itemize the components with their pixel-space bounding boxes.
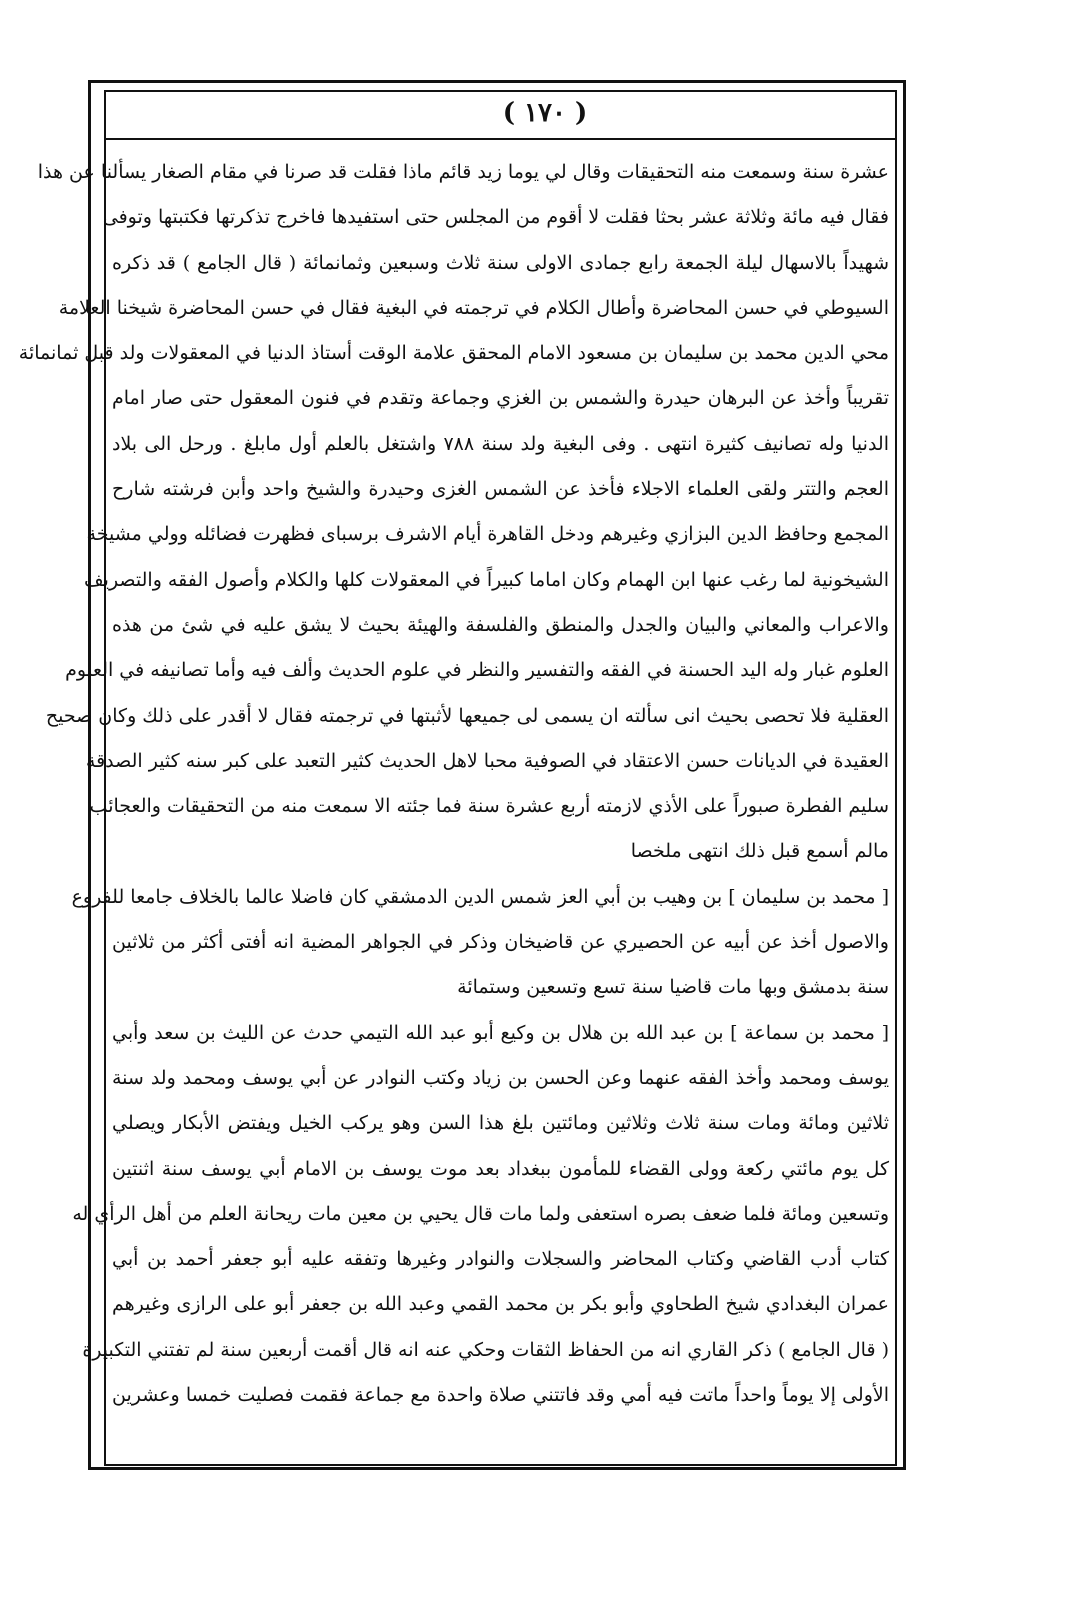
text-line: الأولى إلا يوماً واحداً ماتت فيه أمي وقد فاتتني صلاة واحدة مع جماعة فقمت فصليت خمسا وعشرين	[112, 1384, 889, 1407]
text-line: مالم أسمع قبل ذلك انتهى ملخصا	[630, 840, 889, 863]
text-line: السيوطي في حسن المحاضرة وأطال الكلام في ترجمته في البغية فقال في حسن المحاضرة شيخنا العلامة	[58, 296, 889, 319]
text-line: فقال فيه مائة وثلاثة عشر بحثا فقلت لا أقوم من المجلس حتى استفيدها فاخرج تذكرتها فكتبتها وتوفى	[102, 206, 889, 229]
text-line: عمران البغدادي شيخ الطحاوي وأبو بكر بن محمد القمي وعبد الله بن جعفر أبو على الرازى وغيرهم	[112, 1293, 889, 1316]
text-line: الشيخونية لما رغب عنها ابن الهمام وكان اماما كبيراً في المعقولات كلها والكلام وأصول الفقه والتصريف	[83, 568, 889, 591]
text-body	[18, 150, 889, 1418]
text-line: كل يوم مائتي ركعة وولى القضاء للمأمون ببغداد بعد موت يوسف بن الامام أبي يوسف سنة اثنتين	[112, 1157, 889, 1180]
text-line: المجمع وحافظ الدين البزازي وغيرهم ودخل القاهرة أيام الاشرف برسباى فظهرت فضائله وولي مشيخة	[86, 523, 889, 546]
text-line: عشرة سنة وسمعت منه التحقيقات وقال لي يوما زيد قائم ماذا فقلت قد صرنا في مقام الصغار يسألنا عن هذا	[37, 161, 889, 183]
text-line: العجم والتتر ولقى العلماء الاجلاء فأخذ عن الشمس الغزى وحيدرة والشيخ واحد وأبن فرشته شارح	[112, 478, 889, 501]
text-line: يوسف ومحمد وأخذ الفقه عنهما وعن الحسن بن زياد وكتب النوادر عن أبي يوسف ومحمد ولد سنة	[112, 1066, 889, 1089]
text-line: الدنيا وله تصانيف كثيرة انتهى . وفى البغية ولد سنة ٧٨٨ واشتغل بالعلم أول مابلغ . ورحل الى بلاد	[112, 432, 889, 455]
header-divider	[104, 138, 897, 140]
text-line: وتسعين ومائة فلما ضعف بصره استعفى ولما مات قال يحيي بن معين مات ريحانة العلم من أهل الرأي له	[72, 1202, 889, 1225]
text-line: كتاب أدب القاضي وكتاب المحاضر والسجلات والنوادر وغيرها وتفقه عليه أبو جعفر أحمد بن أبي	[112, 1248, 889, 1271]
text-line: ثلاثين ومائة ومات سنة ثلاث وثلاثين ومائتين بلغ هذا السن وهو يركب الخيل ويفتض الأبكار ويصلي	[112, 1112, 889, 1135]
text-line: العلوم غبار وله اليد الحسنة في الفقه والتفسير والنظر في علوم الحديث وألف فيه وأما تصانيفه في العلوم	[65, 659, 889, 682]
text-line: العقيدة في الديانات حسن الاعتقاد في الصوفية محبا لاهل الحديث كثير التعبد على كبر سنه كثير الصدقة	[85, 749, 889, 772]
page-number: ( ١٧٠ )	[502, 98, 588, 128]
text-line: والاعراب والمعاني والبيان والجدل والمنطق والفلسفة والهيئة بحيث لا يشق عليه في شئ من هذه	[112, 613, 889, 636]
text-line: ( قال الجامع ) ذكر القاري انه من الحفاظ الثقات وحكي عنه انه قال أقمت أربعين سنة لم تفتني التكبيرة	[82, 1338, 889, 1361]
text-line: سنة بدمشق وبها مات قاضيا سنة تسع وتسعين وستمائة	[457, 976, 889, 999]
text-line: [ محمد بن سماعة ] بن عبد الله بن هلال بن وكيع أبو عبد الله التيمي حدث عن الليث بن سعد وأبي	[112, 1021, 889, 1044]
text-line: محي الدين محمد بن سليمان بن مسعود الامام المحقق علامة الوقت أستاذ الدنيا في المعقولات ولد قبل ثمانمائة	[18, 342, 889, 365]
text-line: تقريباً وأخذ عن البرهان حيدرة والشمس بن الغزي وجماعة وتقدم في فنون المعقول حتى صار امام	[112, 387, 889, 410]
text-line: سليم الفطرة صبوراً على الأذي لازمته أربع عشرة سنة فما جئته الا سمعت منه من التحقيقات والعجائب	[89, 795, 889, 818]
text-line: شهيداً بالاسهال ليلة الجمعة رابع جمادى الاولى سنة ثلاث وسبعين وثمانمائة ( قال الجامع ) قد ذكره	[112, 251, 889, 274]
text-line: والاصول أخذ عن أبيه عن الحصيري عن قاضيخان وذكر في الجواهر المضية انه أفتى أكثر من ثلاثين	[112, 931, 889, 954]
text-line: [ محمد بن سليمان ] بن وهيب بن أبي العز شمس الدين الدمشقي كان فاضلا عالما بالخلاف جامعا للفروع	[71, 885, 889, 908]
text-line: العقلية فلا تحصى بحيث انى سألته ان يسمى لى جميعها لأثبتها في ترجمته فقال لا أقدر على ذلك وكان صحيح	[45, 704, 889, 727]
